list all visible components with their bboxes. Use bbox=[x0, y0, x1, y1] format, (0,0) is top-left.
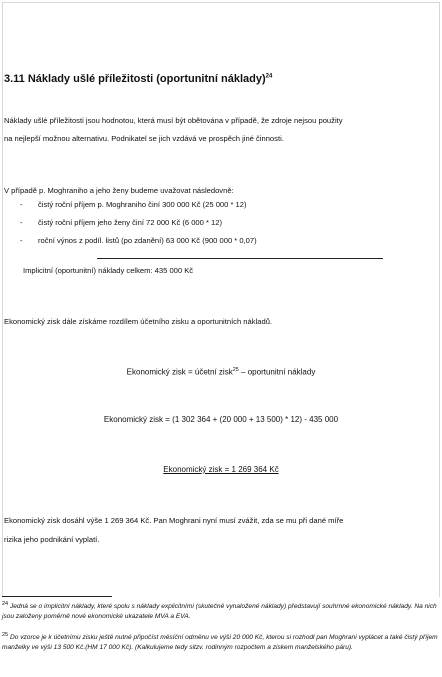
heading-text: 3.11 Náklady ušlé příležitosti (oportunitní náklady) bbox=[4, 73, 266, 85]
list-item: - roční výnos z podíl. listů (po zdanění) 63 000 Kč (900 000 * 0,07) bbox=[20, 236, 257, 245]
implicit-costs-total: Implicitní (oportunitní) náklady celkem: 435 000 Kč bbox=[23, 266, 194, 275]
intro-line-2: na nejlepší možnou alternativu. Podnikatel se jich vzdává ve prospěch jiné činnosti. bbox=[4, 134, 284, 143]
calculation-line: Ekonomický zisk = (1 302 364 + (20 000 + 13 500) * 12) - 435 000 bbox=[103, 415, 339, 424]
conclusion-line-1: Ekonomický zisk dosáhl výše 1 269 364 Kč. Pan Moghrani nyní musí zvážit, zda se mu při dané míře bbox=[4, 516, 344, 525]
sum-rule bbox=[97, 258, 383, 259]
footnote-separator bbox=[2, 596, 112, 597]
footnote-ref-24[interactable]: 24 bbox=[265, 73, 273, 80]
footnote-25: $^{25}$ Do vzorce je k účetnímu zisku ještě nutné připočíst měsíční odměnu ve výši 20 000 Kč, kterou si rozhodl pan Moghrani vyplácet a také čistý příjem manželky ve výši 13 500 Kč.(HM 17 000 Kč). (Kalkulujeme tedy sitzv. rodinným rozpočtem a ziskem manželského páru). bbox=[2, 632, 438, 652]
list-item: - čistý roční příjem p. Moghraniho činí 300 000 Kč (25 000 * 12) bbox=[20, 200, 247, 209]
document-page bbox=[2, 2, 440, 597]
conclusion-line-2: rizika jeho podnikání vyplatí. bbox=[4, 535, 100, 544]
profit-explanation: Ekonomický zisk dále získáme rozdílem účetního zisku a oportunitních nákladů. bbox=[4, 317, 273, 326]
footnote-24: $^{24}$ Jedná se o implicitní náklady, které spolu s náklady explicitními (skutečně vynaložené náklady) představují souhrnné ekonomické náklady. Na nich jsou založeny poměrně nové ekonomické ukazatele MVA a EVA. bbox=[2, 601, 437, 621]
footnote-ref-25[interactable]: 25 bbox=[232, 367, 239, 373]
section-heading bbox=[4, 73, 272, 85]
list-item: - čistý roční příjem jeho ženy činí 72 000 Kč (6 000 * 12) bbox=[20, 218, 223, 227]
example-lead: V případě p. Moghraniho a jeho ženy budeme uvažovat následovně: bbox=[4, 186, 234, 195]
formula-line: Ekonomický zisk = účetní zisk$^{25}$ – oportunitní náklady bbox=[126, 367, 316, 377]
result-line: Ekonomický zisk = 1 269 364 Kč bbox=[163, 465, 279, 474]
intro-line-1: Náklady ušlé příležitosti jsou hodnotou, která musí být obětována v případě, že zdroje nejsou použity bbox=[4, 116, 343, 125]
